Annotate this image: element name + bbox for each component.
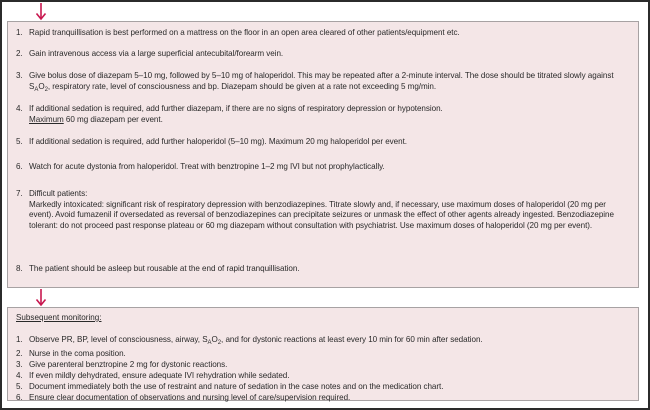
underlined-text: Maximum: [29, 114, 64, 124]
step-7: [16, 189, 632, 231]
monitoring-item: [16, 382, 632, 393]
item-text-part: Observe PR, BP, level of consciousness, airway, S: [29, 335, 208, 344]
monitoring-item: [16, 371, 632, 382]
down-arrow-icon: [35, 289, 47, 307]
step-4: [16, 104, 632, 125]
step-text-part: Give bolus dose of diazepam 5–10 mg, followed by 5–10 mg of haloperidol. This may be repeated after a 2-minute interval. The dose should be titrated slowly against S: [29, 71, 614, 91]
procedure-steps-box: [7, 21, 639, 288]
step-heading: Difficult patients:: [29, 189, 88, 198]
step-text-part: , respiratory rate, level of consciousness and bp. Diazepam should be given at a rate not exceeding 5 mg/min.: [47, 81, 437, 91]
item-number: 5.: [16, 381, 23, 391]
monitoring-item: [16, 360, 632, 371]
step-text: Watch for acute dystonia from haloperidol. Treat with benztropine 1–2 mg IVI but not prophylactically.: [29, 162, 385, 171]
step-text: [29, 71, 632, 95]
item-text: If even mildly dehydrated, ensure adequate IVI rehydration while sedated.: [29, 370, 290, 380]
step-number: 7.: [16, 189, 23, 198]
monitoring-title: Subsequent monitoring:: [16, 313, 102, 322]
item-number: 4.: [16, 370, 23, 380]
step-6: [16, 162, 632, 173]
subscript: A: [207, 340, 212, 346]
step-text-part: Markedly intoxicated: significant risk of respiratory depression with benzodiazepines. Titrate slowly and, if necessary, use maximum doses of haloperidol (20 mg per event). Avoid fumazenil if oversedated as reversal of benzodiazepines can precipitate seizures or unmask the effect of other agents already ingested. Benzodiazepine tolerant: do not proceed past response plateau or 60 mg diazepam without consultation with psychiatrist. Use maximum doses of haloperidol (20 mg per event).: [29, 199, 614, 230]
step-number: 3.: [16, 71, 23, 80]
item-number: 6.: [16, 392, 23, 402]
item-number: 1.: [16, 335, 23, 344]
step-number: 4.: [16, 104, 23, 113]
item-text: [29, 335, 632, 349]
item-text: Ensure clear documentation of observations and nursing level of care/supervision required.: [29, 392, 351, 402]
step-8: [16, 264, 632, 275]
step-number: 8.: [16, 264, 23, 273]
step-text: The patient should be asleep but rousable at the end of rapid tranquillisation.: [29, 264, 300, 273]
monitoring-list: [16, 335, 632, 403]
step-text: Rapid tranquillisation is best performed on a mattress on the floor in an open area cleared of other patients/equipment etc.: [29, 28, 460, 37]
down-arrow-icon: [35, 3, 47, 21]
subscript: 2: [44, 86, 48, 93]
step-text-part: O: [38, 81, 45, 91]
monitoring-box: [7, 307, 639, 401]
step-number: 6.: [16, 162, 23, 171]
item-text: Document immediately both the use of restraint and nature of sedation in the case notes and on the medication chart.: [29, 381, 444, 391]
item-text-part: O: [211, 335, 218, 344]
step-text: [29, 189, 632, 231]
step-text: [29, 104, 632, 125]
step-5: [16, 137, 632, 148]
step-number: 1.: [16, 28, 23, 37]
step-3: [16, 71, 632, 95]
item-number: 2.: [16, 348, 23, 358]
item-text-part: , and for dystonic reactions at least every 10 min for 60 min after sedation.: [221, 335, 483, 344]
step-text: Gain intravenous access via a large superficial antecubital/forearm vein.: [29, 49, 284, 58]
step-text-part: If additional sedation is required, add further diazepam, if there are no signs of respiratory depression or hypotension.: [29, 104, 443, 113]
step-1: [16, 28, 632, 39]
item-text: Give parenteral benztropine 2 mg for dystonic reactions.: [29, 359, 228, 369]
monitoring-item: [16, 349, 632, 360]
step-text: If additional sedation is required, add further haloperidol (5–10 mg). Maximum 20 mg haloperidol per event.: [29, 137, 407, 146]
step-number: 2.: [16, 49, 23, 58]
item-text: Nurse in the coma position.: [29, 348, 126, 358]
step-text-part: 60 mg diazepam per event.: [63, 114, 163, 124]
monitoring-item: [16, 335, 632, 349]
item-number: 3.: [16, 359, 23, 369]
subscript: 2: [217, 340, 222, 346]
step-2: [16, 49, 632, 60]
monitoring-item: [16, 393, 632, 404]
subscript: A: [34, 86, 39, 93]
step-number: 5.: [16, 137, 23, 146]
